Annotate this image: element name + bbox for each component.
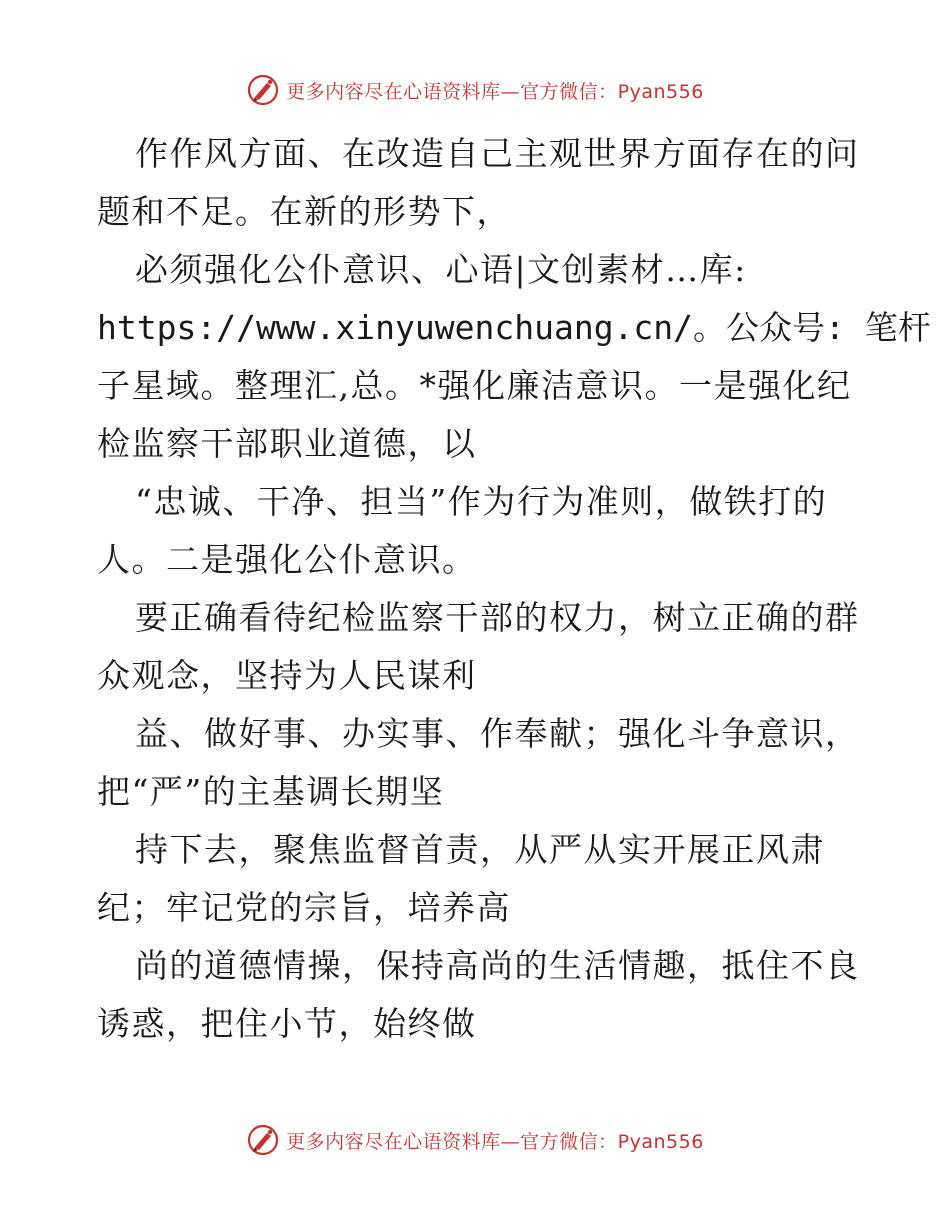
paragraph-line-url: https://www.xinyuwenchuang.cn/。公众号: 笔杆 bbox=[97, 308, 931, 347]
wechat-id: Pyan556 bbox=[617, 80, 704, 103]
header-banner bbox=[0, 70, 950, 110]
footer-banner bbox=[0, 1120, 950, 1160]
banner-text: 更多内容尽在心语资料库—官方微信：Pyan556 bbox=[286, 1130, 704, 1153]
paragraph-line: 要正确看待纪检监察干部的权力，树立正确的群 bbox=[135, 598, 860, 637]
pen-logo-icon bbox=[246, 1123, 280, 1157]
paragraph-line: 检监察干部职业道德，以 bbox=[97, 424, 477, 463]
paragraph-line: 诱惑，把住小节，始终做 bbox=[97, 1004, 477, 1043]
paragraph-line: 作作风方面、在改造自己主观世界方面存在的问 bbox=[135, 134, 860, 173]
paragraph-line: 必须强化公仆意识、心语|文创素材…库: bbox=[135, 250, 747, 289]
paragraph-line: “忠诚、干净、担当”作为行为准则，做铁打的 bbox=[135, 482, 828, 521]
paragraph-line: 益、做好事、办实事、作奉献；强化斗争意识， bbox=[135, 714, 860, 753]
document-body bbox=[97, 125, 931, 1053]
paragraph-line: 人。二是强化公仆意识。 bbox=[97, 540, 477, 579]
paragraph-line: 尚的道德情操，保持高尚的生活情趣，抵住不良 bbox=[135, 946, 860, 985]
paragraph-line: 众观念，坚持为人民谋利 bbox=[97, 656, 477, 695]
pen-logo-icon bbox=[246, 73, 280, 107]
banner-text: 更多内容尽在心语资料库—官方微信：Pyan556 bbox=[286, 80, 704, 103]
wechat-id: Pyan556 bbox=[617, 1130, 704, 1153]
paragraph-line: 子星域。整理汇,总。*强化廉洁意识。一是强化纪 bbox=[97, 366, 852, 405]
paragraph-line: 题和不足。在新的形势下， bbox=[97, 192, 511, 231]
paragraph-line: 纪；牢记党的宗旨，培养高 bbox=[97, 888, 511, 927]
paragraph-line: 把“严”的主基调长期坚 bbox=[97, 772, 445, 811]
paragraph-line: 持下去，聚焦监督首责，从严从实开展正风肃 bbox=[135, 830, 825, 869]
